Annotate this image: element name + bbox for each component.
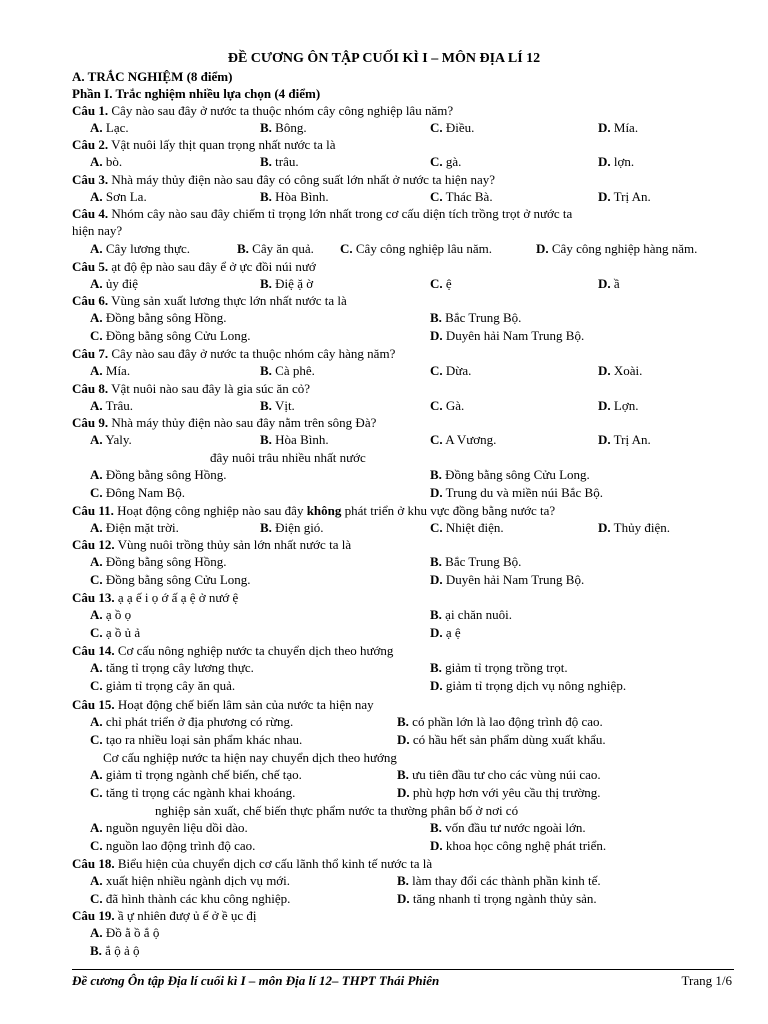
document-title: ĐỀ CƯƠNG ÔN TẬP CUỐI KÌ I – MÔN ĐỊA LÍ 12 xyxy=(227,51,541,66)
option-letter: A. xyxy=(90,820,103,835)
answer-option xyxy=(430,820,586,835)
question-stem xyxy=(210,450,366,465)
option-letter: C. xyxy=(90,328,103,343)
question-number: Câu 4. xyxy=(72,206,109,221)
answer-option xyxy=(397,785,601,800)
option-letter: B. xyxy=(430,820,442,835)
question-number: Câu 9. xyxy=(72,415,109,430)
answer-option xyxy=(90,925,159,940)
option-letter: B. xyxy=(260,120,272,135)
option-letter: D. xyxy=(598,398,611,413)
option-letter: C. xyxy=(90,785,103,800)
option-letter: D. xyxy=(598,154,611,169)
option-letter: A. xyxy=(90,189,103,204)
question-text: nghiệp sản xuất, chế biến thực phẩm nước ta thường phân bố ở nơi có xyxy=(155,803,519,818)
option-letter: A. xyxy=(90,520,103,535)
option-letter: B. xyxy=(260,398,272,413)
option-text: Thủy điện. xyxy=(613,520,670,535)
option-letter: B. xyxy=(260,154,272,169)
option-letter: B. xyxy=(260,276,272,291)
option-letter: D. xyxy=(397,732,410,747)
question-stem xyxy=(155,803,518,818)
answer-option xyxy=(430,607,512,622)
answer-option xyxy=(260,520,324,535)
answer-option xyxy=(90,714,293,729)
answer-option xyxy=(598,154,634,169)
answer-option xyxy=(430,554,521,569)
question-number: Câu 2. xyxy=(72,137,109,152)
question-number: Câu 13. xyxy=(72,590,115,605)
answer-option xyxy=(430,678,626,693)
option-letter: A. xyxy=(90,873,103,888)
option-text: Xoài. xyxy=(613,363,643,378)
answer-option xyxy=(90,785,295,800)
question-text: Hoạt động chế biến lâm sản của nước ta hiện nay xyxy=(117,697,374,712)
option-text: Hòa Bình. xyxy=(275,189,329,204)
answer-option xyxy=(340,241,492,256)
question-text: Nhóm cây nào sau đây chiếm tỉ trọng lớn nhất trong cơ cấu diện tích trồng trọt ở nước ta xyxy=(111,206,573,221)
question-text: ạt độ ệp nào sau đây ể ở ực đồi núi nướ xyxy=(111,259,316,274)
option-letter: A. xyxy=(90,241,103,256)
answer-option xyxy=(260,154,299,169)
option-letter: D. xyxy=(598,520,611,535)
answer-option xyxy=(237,241,314,256)
option-text: tăng tỉ trọng các ngành khai khoáng. xyxy=(105,785,296,800)
option-text: ạ ồ ủ ả xyxy=(105,625,141,640)
answer-option xyxy=(430,520,504,535)
option-text: nguồn lao động trình độ cao. xyxy=(105,838,256,853)
option-text: ại chăn nuôi. xyxy=(445,607,512,622)
answer-option xyxy=(90,820,248,835)
option-text: Trâu. xyxy=(105,398,133,413)
answer-option xyxy=(598,363,642,378)
question-stem xyxy=(72,415,376,430)
option-letter: C. xyxy=(430,432,443,447)
answer-option xyxy=(90,572,251,587)
question-stem xyxy=(72,856,432,871)
option-letter: B. xyxy=(430,310,442,325)
question-number: Câu 1. xyxy=(72,103,109,118)
option-letter: D. xyxy=(430,328,443,343)
question-text: Biểu hiện của chuyển dịch cơ cấu lãnh thổ kinh tế nước ta là xyxy=(117,856,433,871)
question-number: Câu 6. xyxy=(72,293,109,308)
option-text: Trung du và miền núi Bắc Bộ. xyxy=(445,485,603,500)
option-text: khoa học công nghệ phát triển. xyxy=(445,838,607,853)
answer-option xyxy=(260,276,313,291)
question-stem xyxy=(103,750,397,765)
option-letter: B. xyxy=(430,660,442,675)
question-stem xyxy=(72,503,555,518)
question-text: đây nuôi trâu nhiều nhất nước xyxy=(210,450,366,465)
option-letter: D. xyxy=(430,572,443,587)
part1-heading: Phần I. Trắc nghiệm nhiều lựa chọn (4 điểm) xyxy=(72,86,321,101)
option-letter: C. xyxy=(430,398,443,413)
option-text: Thác Bà. xyxy=(445,189,493,204)
option-text: Lạc. xyxy=(105,120,129,135)
option-text: Duyên hải Nam Trung Bộ. xyxy=(445,572,585,587)
question-stem xyxy=(72,206,572,221)
option-letter: C. xyxy=(430,189,443,204)
answer-option xyxy=(90,328,251,343)
answer-option xyxy=(260,398,295,413)
question-stem xyxy=(72,172,495,187)
option-text: Bắc Trung Bộ. xyxy=(445,554,522,569)
answer-option xyxy=(430,189,493,204)
option-text: xuất hiện nhiều ngành dịch vụ mới. xyxy=(105,873,291,888)
answer-option xyxy=(90,943,139,958)
option-text: ệ xyxy=(445,276,452,291)
option-text: Mía. xyxy=(613,120,639,135)
answer-option xyxy=(90,678,235,693)
option-text: có hầu hết sản phẩm dùng xuất khẩu. xyxy=(412,732,606,747)
answer-option xyxy=(90,189,147,204)
answer-option xyxy=(430,363,471,378)
option-text: Đông Nam Bộ. xyxy=(105,485,185,500)
question-text: Vật nuôi nào sau đây là gia súc ăn cỏ? xyxy=(111,381,311,396)
option-letter: A. xyxy=(90,467,103,482)
option-text: gà. xyxy=(445,154,462,169)
option-letter: B. xyxy=(430,607,442,622)
answer-option xyxy=(430,120,474,135)
option-letter: C. xyxy=(430,276,443,291)
option-letter: C. xyxy=(90,485,103,500)
question-stem xyxy=(72,537,351,552)
answer-option xyxy=(598,120,638,135)
answer-option xyxy=(90,363,130,378)
option-letter: C. xyxy=(430,154,443,169)
question-number: Câu 8. xyxy=(72,381,109,396)
option-text: tăng nhanh tỉ trọng ngành thủy sản. xyxy=(412,891,597,906)
option-letter: A. xyxy=(90,120,103,135)
question-text: Vùng nuôi trồng thủy sản lớn nhất nước ta là xyxy=(117,537,352,552)
option-text: vốn đầu tư nước ngoài lớn. xyxy=(445,820,586,835)
answer-option xyxy=(260,120,307,135)
answer-option xyxy=(430,838,606,853)
option-letter: B. xyxy=(260,520,272,535)
option-letter: B. xyxy=(90,943,102,958)
question-stem xyxy=(72,643,393,658)
option-text: Mía. xyxy=(105,363,131,378)
option-letter: A. xyxy=(90,767,103,782)
option-letter: B. xyxy=(260,363,272,378)
option-letter: A. xyxy=(90,398,103,413)
option-letter: D. xyxy=(430,838,443,853)
option-letter: C. xyxy=(430,363,443,378)
question-text: Cây nào sau đây ở nước ta thuộc nhóm cây công nghiệp lâu năm? xyxy=(111,103,454,118)
option-letter: D. xyxy=(598,189,611,204)
answer-option xyxy=(90,467,227,482)
question-number: Câu 12. xyxy=(72,537,115,552)
option-letter: B. xyxy=(430,554,442,569)
answer-option xyxy=(430,310,521,325)
option-text: Bông. xyxy=(275,120,307,135)
question-text: ạ ạ ế i ọ ớ ấ ạ ệ ở nướ ệ xyxy=(117,590,239,605)
option-text: giảm tỉ trọng trồng trọt. xyxy=(445,660,568,675)
option-text: Gà. xyxy=(445,398,465,413)
answer-option xyxy=(90,241,190,256)
option-text: Nhiệt điện. xyxy=(445,520,504,535)
answer-option xyxy=(90,873,290,888)
question-stem xyxy=(72,137,336,152)
answer-option xyxy=(430,572,584,587)
option-text: giảm tỉ trọng ngành chế biến, chế tạo. xyxy=(105,767,302,782)
option-text: ắ ộ ả ộ xyxy=(105,943,140,958)
question-text: Vùng sản xuất lương thực lớn nhất nước ta là xyxy=(111,293,347,308)
option-text: Trị An. xyxy=(613,432,651,447)
answer-option xyxy=(598,432,651,447)
question-number: Câu 19. xyxy=(72,908,115,923)
option-text: Đồng bằng sông Cửu Long. xyxy=(105,572,251,587)
option-text: trâu. xyxy=(275,154,299,169)
option-text: ạ ệ xyxy=(445,625,461,640)
answer-option xyxy=(430,154,461,169)
option-text: Dừa. xyxy=(445,363,472,378)
option-text: ạ ồ ọ xyxy=(105,607,132,622)
option-text: Đồ ằ ồ ắ ộ xyxy=(105,925,160,940)
question-stem xyxy=(72,103,453,118)
question-stem xyxy=(72,381,310,396)
question-stem xyxy=(72,293,347,308)
option-text: Yaly. xyxy=(105,432,132,447)
option-letter: A. xyxy=(90,660,103,675)
answer-option xyxy=(598,398,638,413)
answer-option xyxy=(430,398,464,413)
option-letter: B. xyxy=(430,467,442,482)
answer-option xyxy=(90,120,129,135)
option-text: Đồng bằng sông Cửu Long. xyxy=(445,467,590,482)
question-stem xyxy=(72,697,374,712)
footer-divider xyxy=(72,969,734,970)
option-letter: B. xyxy=(397,767,409,782)
answer-option xyxy=(430,660,568,675)
question-number: Câu 7. xyxy=(72,346,109,361)
option-letter: D. xyxy=(430,485,443,500)
option-text: giảm tỉ trọng dịch vụ nông nghiệp. xyxy=(445,678,627,693)
option-text: Trị An. xyxy=(613,189,651,204)
answer-option xyxy=(90,154,122,169)
option-text: ầ xyxy=(613,276,620,291)
question-text-tail: phát triển ở khu vực đồng bằng nước ta? xyxy=(344,503,556,518)
answer-option xyxy=(397,767,601,782)
option-text: làm thay đổi các thành phần kinh tế. xyxy=(412,873,601,888)
section-a-heading: A. TRẮC NGHIỆM (8 điểm) xyxy=(72,69,233,84)
question-text: Vật nuôi lấy thịt quan trọng nhất nước ta là xyxy=(111,137,336,152)
answer-option xyxy=(598,276,620,291)
option-text: Đồng bằng sông Hồng. xyxy=(105,467,227,482)
option-letter: A. xyxy=(90,714,103,729)
answer-option xyxy=(397,732,606,747)
answer-option xyxy=(260,432,329,447)
answer-option xyxy=(90,432,132,447)
option-text: Bắc Trung Bộ. xyxy=(445,310,522,325)
option-text: Cây ăn quả. xyxy=(252,241,314,256)
option-letter: D. xyxy=(598,120,611,135)
option-text: Cây lương thực. xyxy=(105,241,191,256)
answer-option xyxy=(430,432,496,447)
option-letter: B. xyxy=(397,714,409,729)
answer-option xyxy=(598,189,651,204)
answer-option xyxy=(536,241,697,256)
option-letter: B. xyxy=(397,873,409,888)
option-text: chỉ phát triển ở địa phương có rừng. xyxy=(105,714,294,729)
answer-option xyxy=(90,276,138,291)
option-letter: C. xyxy=(90,678,103,693)
answer-option xyxy=(90,891,290,906)
answer-option xyxy=(260,189,329,204)
page-number: Trang 1/6 xyxy=(681,973,732,988)
option-letter: B. xyxy=(260,432,272,447)
option-letter: D. xyxy=(598,363,611,378)
option-text: giảm tỉ trọng cây ăn quả. xyxy=(105,678,236,693)
question-text: Cơ cấu nông nghiệp nước ta chuyển dịch theo hướng xyxy=(117,643,394,658)
question-number: Câu 18. xyxy=(72,856,115,871)
option-letter: B. xyxy=(260,189,272,204)
answer-option xyxy=(90,625,140,640)
option-text: ưu tiên đầu tư cho các vùng núi cao. xyxy=(412,767,601,782)
question-text-continued: hiện nay? xyxy=(72,223,123,238)
question-number: Câu 5. xyxy=(72,259,109,274)
option-letter: D. xyxy=(397,891,410,906)
option-letter: C. xyxy=(90,572,103,587)
option-letter: A. xyxy=(90,925,103,940)
question-number: Câu 15. xyxy=(72,697,115,712)
option-letter: A. xyxy=(90,310,103,325)
question-stem xyxy=(72,259,316,274)
option-letter: A. xyxy=(90,276,103,291)
option-text: bò. xyxy=(105,154,123,169)
answer-option xyxy=(260,363,315,378)
answer-option xyxy=(430,485,603,500)
answer-option xyxy=(430,276,452,291)
question-text: Nhà máy thủy điện nào sau đây có công suất lớn nhất ở nước ta hiện nay? xyxy=(111,172,495,187)
option-text: Điệ ặ ờ xyxy=(275,276,314,291)
option-letter: C. xyxy=(90,838,103,853)
option-text: nguồn nguyên liệu dồi dào. xyxy=(105,820,248,835)
option-text: Lợn. xyxy=(613,398,639,413)
option-letter: D. xyxy=(598,276,611,291)
option-text: lợn. xyxy=(613,154,635,169)
answer-option xyxy=(430,467,590,482)
option-text: Đồng bằng sông Hồng. xyxy=(105,310,227,325)
answer-option xyxy=(90,838,255,853)
option-text: tạo ra nhiều loại sản phẩm khác nhau. xyxy=(105,732,303,747)
option-letter: D. xyxy=(598,432,611,447)
footer-text: Đề cương Ôn tập Địa lí cuối kì I – môn Địa lí 12– THPT Thái Phiên xyxy=(72,973,440,988)
option-letter: A. xyxy=(90,363,103,378)
question-text: Cơ cấu nghiệp nước ta hiện nay chuyển dịch theo hướng xyxy=(103,750,397,765)
option-letter: C. xyxy=(90,625,103,640)
option-text: Điện gió. xyxy=(275,520,324,535)
option-letter: A. xyxy=(90,432,103,447)
question-text: Cây nào sau đây ở nước ta thuộc nhóm cây hàng năm? xyxy=(111,346,396,361)
option-text: ủy điệ xyxy=(105,276,139,291)
answer-option xyxy=(598,520,670,535)
answer-option xyxy=(90,398,133,413)
answer-option xyxy=(397,714,603,729)
option-text: Đồng bằng sông Cửu Long. xyxy=(105,328,251,343)
option-text: Hòa Bình. xyxy=(275,432,329,447)
question-stem xyxy=(72,908,257,923)
option-letter: C. xyxy=(90,732,103,747)
answer-option xyxy=(90,732,302,747)
option-text: A Vương. xyxy=(445,432,497,447)
option-text: Điện mặt trời. xyxy=(105,520,179,535)
question-number: Câu 11. xyxy=(72,503,114,518)
option-letter: C. xyxy=(430,120,443,135)
answer-option xyxy=(90,520,179,535)
answer-option xyxy=(90,660,254,675)
answer-option xyxy=(90,767,302,782)
question-text: Nhà máy thủy điện nào sau đây nằm trên sông Đà? xyxy=(111,415,377,430)
option-text: Điều. xyxy=(445,120,475,135)
option-text: Sơn La. xyxy=(105,189,147,204)
option-letter: A. xyxy=(90,607,103,622)
option-text: Cà phê. xyxy=(275,363,315,378)
option-text: có phần lớn là lao động trình độ cao. xyxy=(412,714,603,729)
option-text: tăng tỉ trọng cây lương thực. xyxy=(105,660,254,675)
option-text: Vịt. xyxy=(274,398,295,413)
question-number: Câu 14. xyxy=(72,643,115,658)
answer-option xyxy=(90,485,185,500)
question-stem xyxy=(72,346,395,361)
option-text: Duyên hải Nam Trung Bộ. xyxy=(445,328,585,343)
option-letter: D. xyxy=(397,785,410,800)
answer-option xyxy=(397,891,597,906)
question-stem xyxy=(72,590,238,605)
answer-option xyxy=(90,554,227,569)
answer-option xyxy=(90,607,131,622)
question-keyword: không xyxy=(306,503,342,518)
option-text: đã hình thành các khu công nghiệp. xyxy=(105,891,291,906)
option-letter: A. xyxy=(90,554,103,569)
option-letter: C. xyxy=(90,891,103,906)
option-text: phù hợp hơn với yêu cầu thị trường. xyxy=(412,785,601,800)
answer-option xyxy=(397,873,601,888)
option-letter: C. xyxy=(430,520,443,535)
option-letter: A. xyxy=(90,154,103,169)
question-text: ầ ự nhiên đượ ủ ế ở ề ục đị xyxy=(117,908,257,923)
question-text: Hoạt động công nghiệp nào sau đây xyxy=(117,503,304,518)
question-number: Câu 3. xyxy=(72,172,109,187)
option-text: Đồng bằng sông Hồng. xyxy=(105,554,227,569)
option-letter: D. xyxy=(430,678,443,693)
option-letter: D. xyxy=(536,241,549,256)
option-letter: C. xyxy=(340,241,353,256)
answer-option xyxy=(430,625,461,640)
option-text: Cây công nghiệp lâu năm. xyxy=(355,241,492,256)
answer-option xyxy=(430,328,584,343)
option-text: Cây công nghiệp hàng năm. xyxy=(551,241,698,256)
answer-option xyxy=(90,310,227,325)
option-letter: D. xyxy=(430,625,443,640)
option-letter: B. xyxy=(237,241,249,256)
